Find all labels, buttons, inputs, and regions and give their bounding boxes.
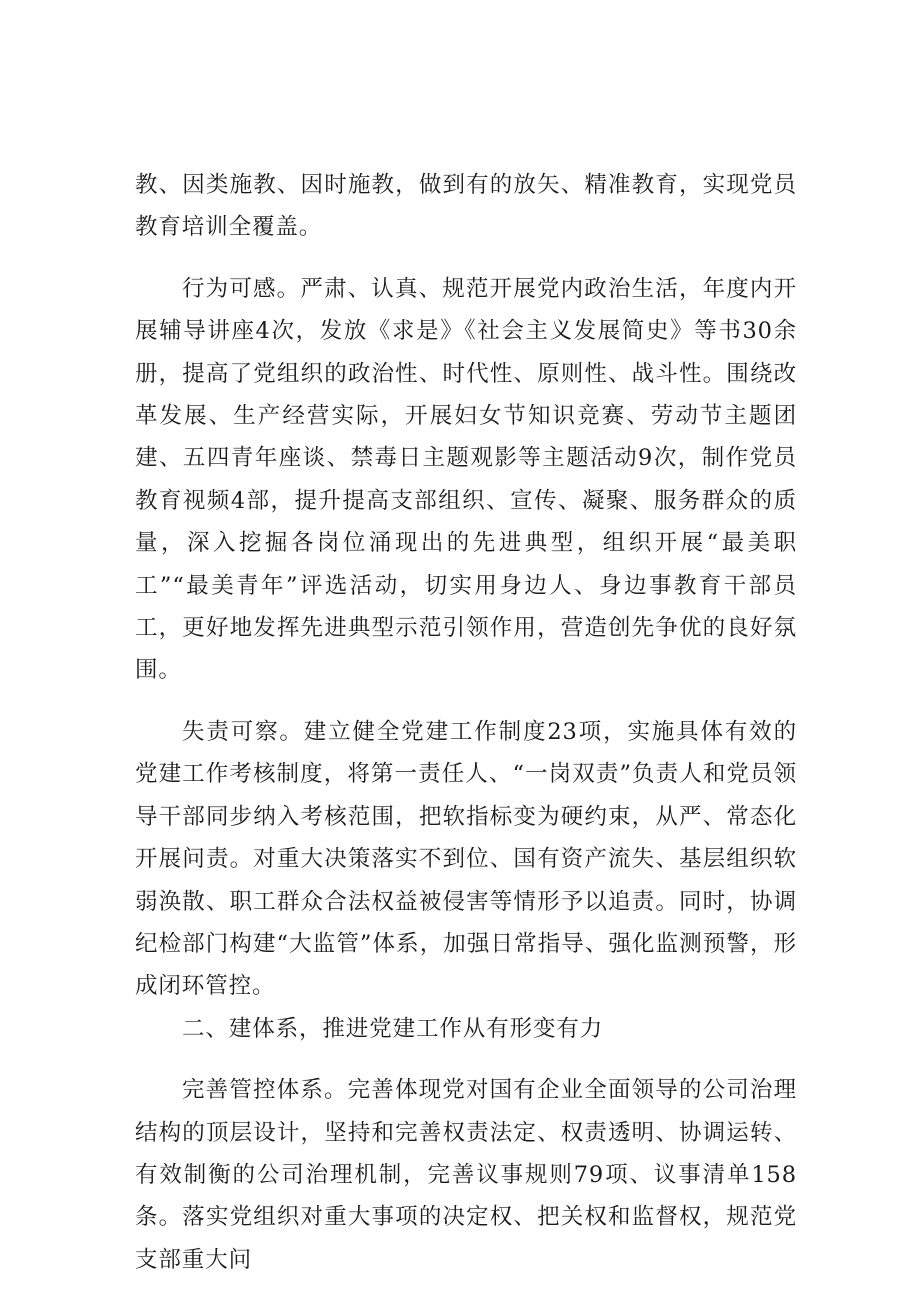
paragraph-accountability: 失责可察。建立健全党建工作制度23项，实施具体有效的党建工作考核制度，将第一责任人、“一岗双责”负责人和党员领导干部同步纳入考核范围，把软指标变为硬约束，从严、常态化开展问责。对重大决策落实不到位、国有资产流失、基层组织软弱涣散、职工群众合法权益被侵害等情形予以追责。同时，协调纪检部门构建“大监管”体系，加强日常指导、强化监测预警，形成闭环管控。 — [135, 718, 797, 1000]
section-heading: 二、建体系，推进党建工作从有形变有力 — [182, 1015, 604, 1042]
document-body — [135, 164, 797, 1281]
paragraph-continuation: 教、因类施教、因时施教，做到有的放矢、精准教育，实现党员教育培训全覆盖。 — [135, 172, 797, 241]
paragraph-control-system: 完善管控体系。完善体现党对国有企业全面领导的公司治理结构的顶层设计，坚持和完善权责法定、权责透明、协调运转、有效制衡的公司治理机制，完善议事规则79项、议事清单158条。落实党组织对重大事项的决定权、把关权和监督权，规范党支部重大问 — [135, 1077, 797, 1273]
paragraph-behavior: 行为可感。严肃、认真、规范开展党内政治生活，年度内开展辅导讲座4次，发放《求是》《社会主义发展简史》等书30余册，提高了党组织的政治性、时代性、原则性、战斗性。围绕改革发展、生产经营实际，开展妇女节知识竞赛、劳动节主题团建、五四青年座谈、禁毒日主题观影等主题活动9次，制作党员教育视频4部，提升提高支部组织、宣传、凝聚、服务群众的质量，深入挖掘各岗位涌现出的先进典型，组织开展“最美职工”“最美青年”评选活动，切实用身边人、身边事教育干部员工，更好地发挥先进典型示范引领作用，营造创先争优的良好氛围。 — [135, 275, 797, 684]
